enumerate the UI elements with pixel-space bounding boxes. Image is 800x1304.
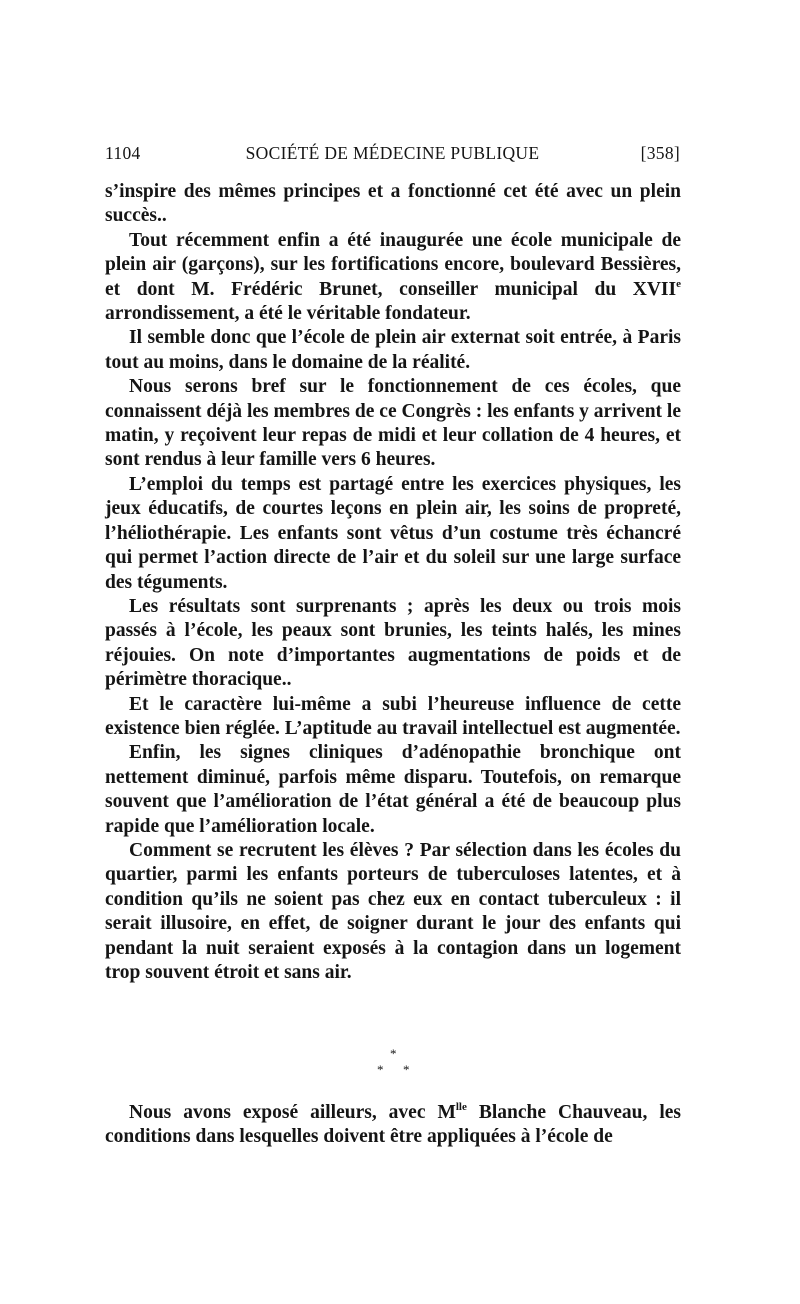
page-number: 1104 xyxy=(105,143,141,163)
paragraph: Comment se recrutent les élèves ? Par sélection dans les écoles du quartier, parmi les enfants porteurs de tuberculoses latentes, et à condition qu’ils ne soient pas chez eux en contact tuberculeux : il serait illusoire, en effet, de soigner durant le jour des enfants qui pendant la nuit seraient exposés à la contagion dans un logement trop souvent étroit et sans air. xyxy=(105,839,681,983)
running-title: SOCIÉTÉ DE MÉDECINE PUBLIQUE xyxy=(245,143,540,163)
superscript: e xyxy=(676,277,681,290)
paragraph: s’inspire des mêmes principes et a fonctionné cet été avec un plein succès.. xyxy=(105,181,681,227)
asterisk: * xyxy=(390,1046,397,1061)
body-text-continued xyxy=(105,1101,681,1150)
paragraph: Et le caractère lui-même a subi l’heureuse influence de cette existence bien réglée. L’aptitude au travail intellectuel est augmentée. xyxy=(105,693,681,739)
paragraph: Il semble donc que l’école de plein air externat soit entrée, à Paris tout au moins, dans le domaine de la réalité. xyxy=(105,327,681,373)
paragraph xyxy=(105,229,681,327)
asterisk: * xyxy=(403,1062,410,1077)
paragraph: Enfin, les signes cliniques d’adénopathie bronchique ont nettement diminué, parfois même disparu. Toutefois, on remarque souvent que l’amélioration de l’état général a été de beaucoup plus rapide que l’amélioration locale. xyxy=(105,742,681,837)
body-text xyxy=(105,180,681,985)
asterisk: * xyxy=(377,1062,384,1077)
running-header xyxy=(105,143,680,169)
paragraph: Nous serons bref sur le fonctionnement de ces écoles, que connaissent déjà les membres de ce Congrès : les enfants y arrivent le matin, y reçoivent leur repas de midi et leur collation de 4 heures, et sont rendus à leur famille vers 6 heures. xyxy=(105,376,681,471)
paragraph: Les résultats sont surprenants ; après les deux ou trois mois passés à l’école, les peaux sont brunies, les teints halés, les mines réjouies. On note d’importantes augmentations de poids et de périmètre thoracique.. xyxy=(105,595,681,691)
superscript: lle xyxy=(455,1101,467,1113)
paragraph: L’emploi du temps est partagé entre les exercices physiques, les jeux éducatifs, de courtes leçons en plein air, les soins de propreté, l’héliothérapie. Les enfants sont vêtus d’un costume très échancré qui permet l’action directe de l’air et du soleil sur une large surface des téguments. xyxy=(105,473,681,593)
paragraph-text: Nous avons exposé ailleurs, avec M xyxy=(129,1102,456,1123)
paragraph-text: Tout récemment enfin a été inaugurée une école municipale de plein air (garçons), sur les fortifications encore, boulevard Bessières, et dont M. Frédéric Brunet, conseiller municipal du XVII xyxy=(105,229,681,300)
paragraph xyxy=(105,1101,681,1150)
paragraph-text: Blanche Chauveau, les conditions dans lesquelles doivent être appliquées à l’école de xyxy=(105,1102,682,1148)
paragraph-text: arrondissement, a été le véritable fondateur. xyxy=(105,303,471,325)
page-reference: [358] xyxy=(640,143,680,163)
section-separator xyxy=(0,1043,800,1083)
